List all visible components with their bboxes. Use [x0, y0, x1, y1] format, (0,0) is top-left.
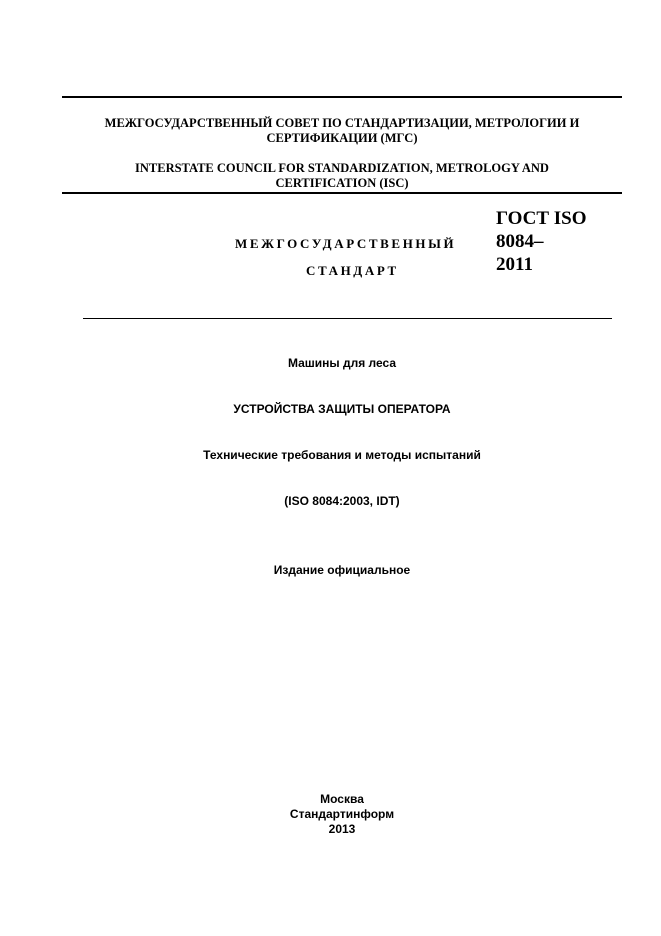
standard-label-line-1: МЕЖГОСУДАРСТВЕННЫЙ: [235, 236, 457, 251]
standard-number-line-3: 2011: [496, 254, 533, 275]
document-title: УСТРОЙСТВА ЗАЩИТЫ ОПЕРАТОРА: [233, 402, 451, 416]
middle-rule: [62, 192, 622, 194]
edition-note: Издание официальное: [273, 563, 411, 577]
council-en-line-1: INTERSTATE COUNCIL FOR STANDARDIZATION, METROLOGY AND: [135, 161, 549, 175]
standard-number-line-1: ГОСТ ISO: [496, 208, 587, 229]
imprint-year: 2013: [328, 822, 356, 836]
standard-number-line-2: 8084–: [496, 231, 544, 252]
council-name-ru: [62, 116, 622, 146]
council-name-en: [62, 161, 622, 191]
document-subtitle: Технические требования и методы испытаний: [203, 448, 481, 462]
imprint-publisher: Стандартинформ: [289, 807, 395, 821]
imprint-city: Москва: [320, 792, 364, 806]
standard-label-line-2: СТАНДАРТ: [306, 263, 399, 278]
iso-reference: (ISO 8084:2003, IDT): [284, 494, 400, 508]
council-en-line-2: CERTIFICATION (ISC): [275, 176, 409, 190]
standard-number: [496, 207, 616, 276]
council-ru-line-2: СЕРТИФИКАЦИИ (МГС): [266, 131, 418, 145]
top-rule: [62, 96, 622, 98]
lower-rule: [83, 318, 612, 319]
council-ru-line-1: МЕЖГОСУДАРСТВЕННЫЙ СОВЕТ ПО СТАНДАРТИЗАЦИИ, МЕТРОЛОГИИ И: [104, 116, 580, 130]
document-category: Машины для леса: [287, 356, 397, 370]
